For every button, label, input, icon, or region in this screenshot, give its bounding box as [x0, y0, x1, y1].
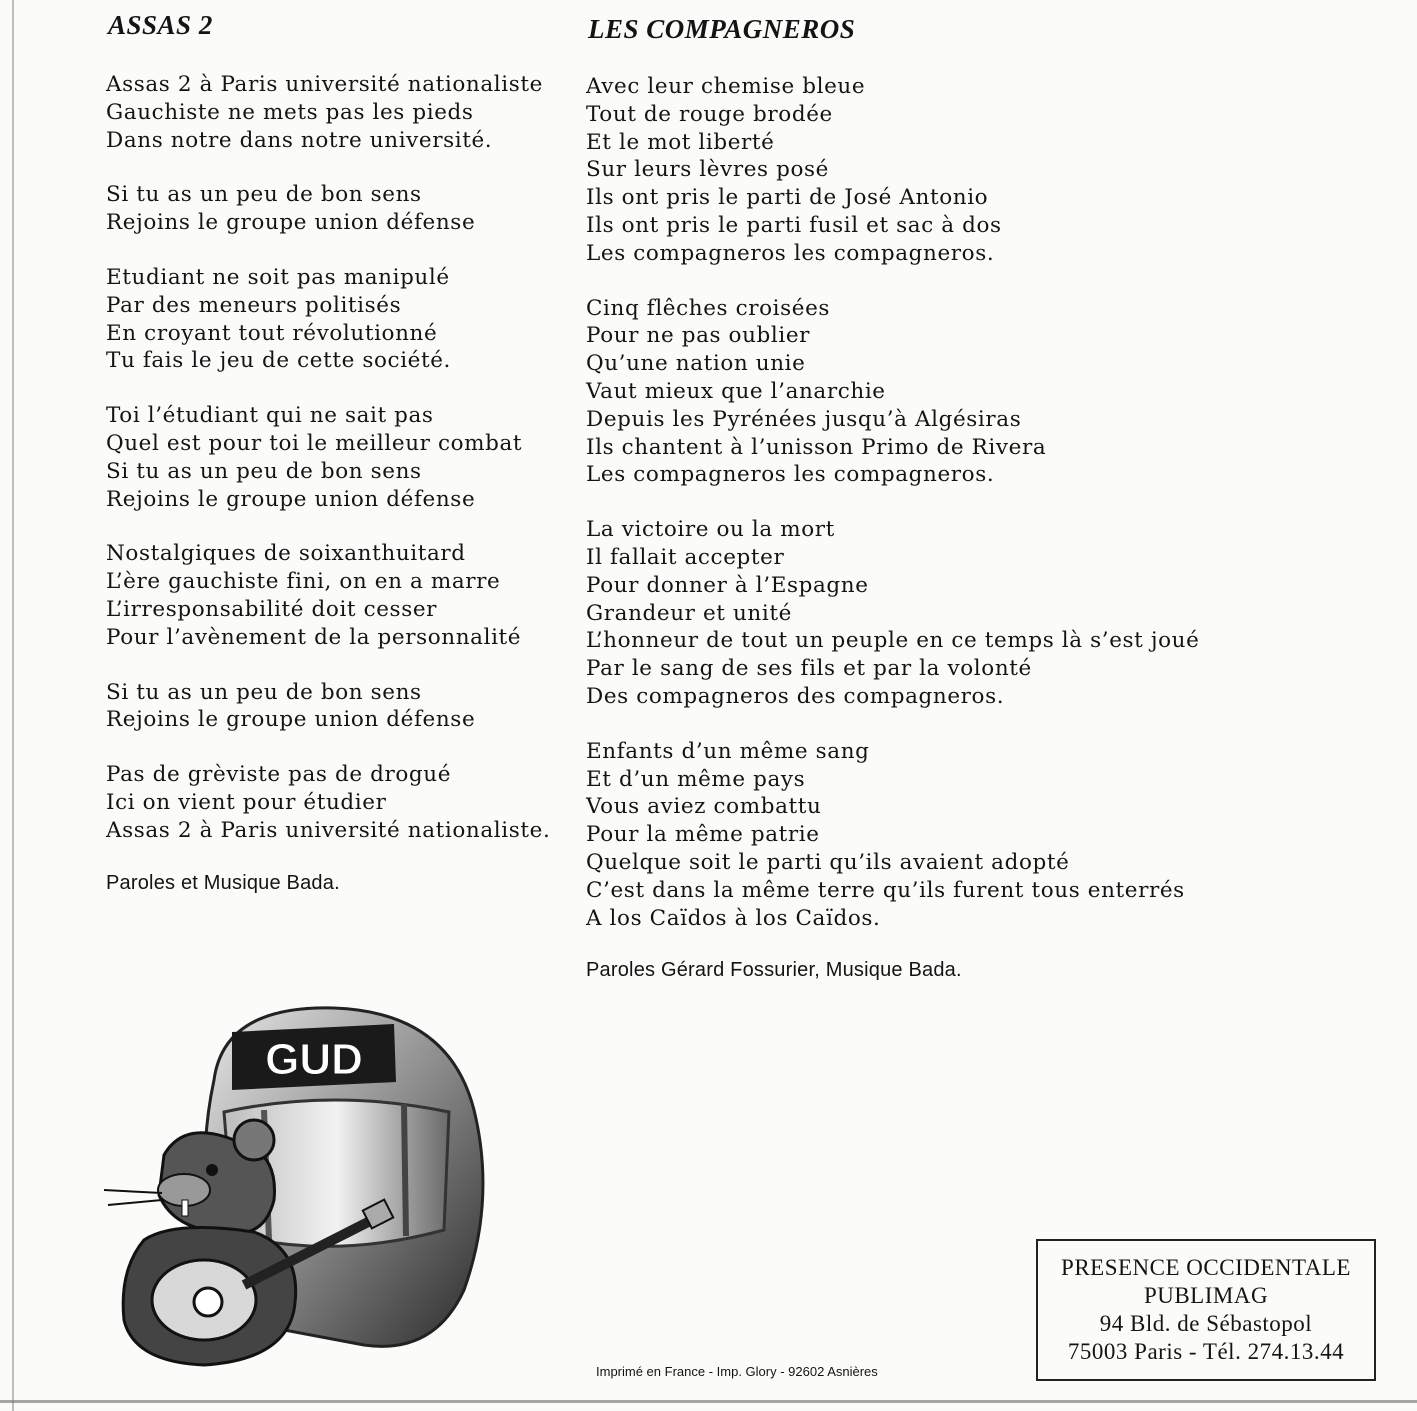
lyric-line: Grandeur et unité — [586, 600, 792, 626]
song-title: LES COMPAGNEROS — [588, 14, 856, 44]
lyric-line: Si tu as un peu de bon sens — [106, 679, 422, 705]
lyric-line: Nostalgiques de soixanthuitard — [106, 541, 466, 567]
song-credit: Paroles Gérard Fossurier, Musique Bada. — [586, 959, 962, 982]
lyric-line: Pour donner à l’Espagne — [586, 572, 869, 598]
lyric-line: Il fallait accepter — [586, 544, 785, 570]
lyric-line: Et d’un même pays — [586, 766, 806, 792]
lyrics — [586, 73, 1226, 932]
stanza — [106, 402, 556, 513]
lyric-line: Ici on vient pour étudier — [106, 789, 387, 815]
lyric-line: Sur leurs lèvres posé — [586, 157, 829, 183]
lyric-line: Dans notre dans notre université. — [106, 127, 493, 153]
helmet-label: GUD — [265, 1035, 363, 1084]
stamp-line: PUBLIMAG — [1143, 1283, 1269, 1308]
lyric-line: Si tu as un peu de bon sens — [106, 182, 422, 208]
lyrics — [106, 71, 556, 845]
lyric-line: Rejoins le groupe union défense — [106, 210, 476, 236]
imprint-line: Imprimé en France - Imp. Glory - 92602 Asnières — [596, 1364, 878, 1379]
lyric-line: Assas 2 à Paris université nationaliste — [106, 72, 543, 97]
lyric-line: Etudiant ne soit pas manipulé — [106, 264, 450, 290]
stanza — [586, 295, 1226, 490]
stanza — [106, 181, 556, 237]
lyric-line: Cinq flêches croisées — [586, 295, 831, 321]
stamp-line: PRESENCE OCCIDENTALE — [1061, 1255, 1351, 1280]
page-edge-bottom — [0, 1400, 1417, 1403]
lyric-line: Par le sang de ses fils et par la volonté — [586, 656, 1032, 682]
lyric-line: Pour ne pas oublier — [586, 323, 811, 349]
lyric-line: Toi l’étudiant qui ne sait pas — [106, 403, 434, 429]
lyric-line: Rejoins le groupe union défense — [106, 707, 476, 733]
lyric-line: Pour la même patrie — [586, 822, 820, 848]
stanza — [586, 73, 1226, 268]
lyric-line: Les compagneros les compagneros. — [586, 240, 995, 266]
page-edge — [12, 0, 14, 1411]
lyric-line: Des compagneros des compagneros. — [586, 683, 1005, 709]
song-les-compagneros — [586, 14, 1226, 982]
lyric-line: L’irresponsabilité doit cesser — [106, 596, 438, 622]
stanza — [586, 516, 1226, 711]
lyric-line: Par des meneurs politisés — [106, 292, 402, 318]
lyric-line: Enfants d’un même sang — [586, 738, 870, 764]
lyric-line: Ils ont pris le parti fusil et sac à dos — [586, 212, 1002, 238]
lyric-line: Qu’une nation unie — [586, 351, 806, 377]
stanza — [106, 679, 556, 735]
lyric-line: A los Caïdos à los Caïdos. — [586, 905, 881, 931]
lyric-line: Rejoins le groupe union défense — [106, 486, 476, 512]
lyric-line: Les compagneros les compagneros. — [586, 462, 995, 488]
lyric-line: Tu fais le jeu de cette société. — [106, 348, 451, 374]
lyric-line: L’ère gauchiste fini, on en a marre — [106, 569, 501, 595]
lyric-line: Ils chantent à l’unisson Primo de Rivera — [586, 434, 1047, 460]
stanza — [106, 264, 556, 375]
stamp-line: 94 Bld. de Sébastopol — [1099, 1311, 1313, 1336]
stamp-line: 75003 Paris - Tél. 274.13.44 — [1067, 1339, 1345, 1364]
stanza — [106, 540, 556, 651]
lyric-line: Quelque soit le parti qu’ils avaient adopté — [586, 849, 1070, 875]
lyric-line: Pas de grèviste pas de drogué — [106, 762, 452, 788]
lyric-line: Ils ont pris le parti de José Antonio — [586, 185, 989, 211]
song-credit: Paroles et Musique Bada. — [106, 871, 340, 894]
stanza — [106, 761, 556, 844]
lyric-line: Assas 2 à Paris université nationaliste. — [106, 817, 551, 843]
stanza — [106, 71, 556, 154]
rat-guitar-helmet-illustration — [104, 1000, 488, 1372]
lyric-line: Gauchiste ne mets pas les pieds — [106, 99, 474, 125]
lyric-line: Pour l’avènement de la personnalité — [106, 624, 522, 650]
lyric-line: C’est dans la même terre qu’ils furent tous enterrés — [586, 877, 1185, 903]
song-assas-2 — [106, 10, 556, 895]
lyric-line: Depuis les Pyrénées jusqu’à Algésiras — [586, 406, 1022, 432]
lyric-line: Et le mot liberté — [586, 129, 775, 155]
stanza — [586, 738, 1226, 933]
lyric-line: En croyant tout révolutionné — [106, 320, 438, 346]
song-title: ASSAS 2 — [108, 10, 213, 40]
publisher-stamp — [1036, 1239, 1376, 1381]
lyric-line: Si tu as un peu de bon sens — [106, 458, 422, 484]
lyric-line: L’honneur de tout un peuple en ce temps là s’est joué — [586, 628, 1200, 654]
lyric-line: Vous aviez combattu — [586, 794, 822, 820]
lyric-line: Vaut mieux que l’anarchie — [586, 378, 886, 404]
lyric-line: Tout de rouge brodée — [586, 101, 833, 127]
lyric-line: Avec leur chemise bleue — [586, 74, 866, 99]
lyric-line: Quel est pour toi le meilleur combat — [106, 430, 523, 456]
gud-helmet-rat-icon — [104, 1000, 488, 1372]
lyric-line: La victoire ou la mort — [586, 517, 835, 543]
